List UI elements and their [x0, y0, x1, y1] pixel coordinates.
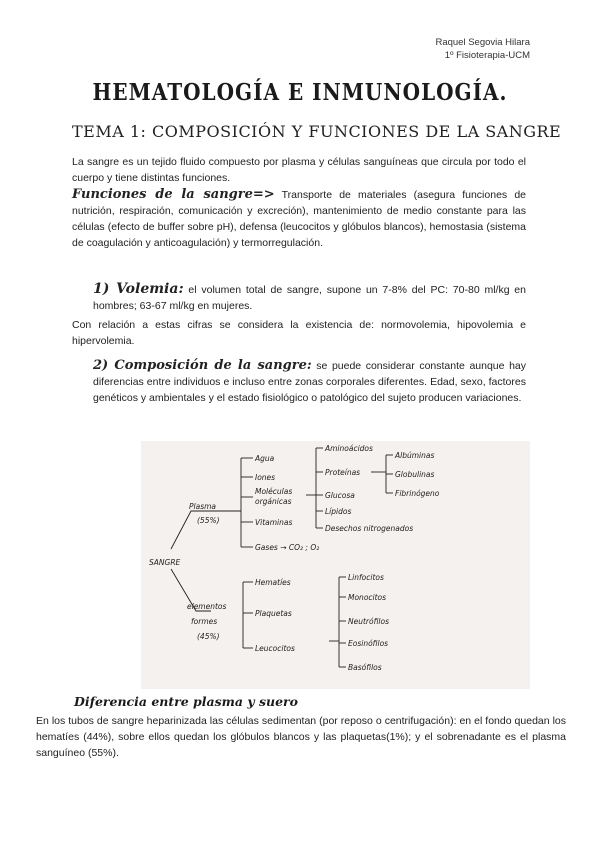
diagram-desechos: Desechos nitrogenados [325, 524, 414, 533]
diagram-moleculas: Moléculas [255, 487, 293, 496]
diagram-aminoacidos: Aminoácidos [325, 444, 373, 453]
diagram-root: SANGRE [149, 558, 181, 567]
composicion-paragraph [93, 358, 526, 406]
diagram-proteinas: Proteínas [325, 468, 361, 477]
diagram-plasma: Plasma [189, 502, 217, 511]
diagram-agua: Agua [255, 454, 275, 463]
funciones-paragraph [72, 187, 526, 251]
page-title: HEMATOLOGÍA E INMUNOLOGÍA. [92, 78, 508, 106]
diagram-iones: Iones [255, 473, 276, 482]
diagram-vitaminas: Vitaminas [255, 518, 293, 527]
diferencia-paragraph: En los tubos de sangre heparinizada las células sedimentan (por reposo o centrifugación): en el fondo quedan los hematíes (44%), sobre ellos quedan los glóbulos blancos y las plaquetas(1%); y el sobrenadante es el plasma sanguíneo (55%). [36, 715, 566, 759]
diagram-elementos: elementos [187, 602, 227, 611]
volemia-text: el volumen total de sangre, supone un 7-8% del PC: 70-80 ml/kg en hombres; 63-67 ml/kg en mujeres. [93, 284, 526, 312]
volemia-paragraph-2: Con relación a estas cifras se considera la existencia de: normovolemia, hipovolemia e hipervolemia. [72, 319, 526, 347]
diagram-glucosa: Glucosa [325, 491, 355, 500]
diagram-albuminas: Albúminas [395, 451, 435, 460]
diagram-globulinas: Globulinas [395, 470, 435, 479]
diagram-lipidos: Lípidos [325, 507, 352, 516]
diagram-hematies: Hematíes [255, 578, 291, 587]
diagram-formes: formes [191, 617, 218, 626]
author-name: Raquel Segovia Hilara [435, 37, 530, 48]
diagram-basofilos: Basófilos [348, 663, 382, 672]
diagram-fibrinogeno: Fibrinógeno [395, 489, 440, 498]
diagram-elem-pct: (45%) [197, 632, 220, 641]
diagram-neutrofilos: Neutrófilos [348, 617, 390, 626]
author-block [435, 36, 530, 62]
intro-paragraph: La sangre es un tejido fluido compuesto por plasma y células sanguíneas que circula por todo el cuerpo y tiene distintas funciones. [72, 156, 526, 184]
volemia-heading: 1) Volemia: [93, 281, 184, 297]
diagram-organicas: orgánicas [255, 497, 292, 506]
diagram-eosinofilos: Eosinófilos [348, 639, 389, 648]
volemia-paragraph [93, 281, 526, 314]
funciones-text: Transporte de materiales (asegura funciones de nutrición, respiración, comunicación y excreción), mantenimiento de medio constante para las células (efecto de buffer sobre pH), defensa (leucocitos y glóbulos blancos), hemostasia (sistema de coagulación y anticoagulación) y termorregulación. [72, 189, 526, 249]
diagram-monocitos: Monocitos [348, 593, 387, 602]
author-course: 1º Fisioterapia-UCM [444, 50, 530, 61]
blood-composition-diagram [141, 441, 530, 689]
diagram-plasma-pct: (55%) [197, 516, 220, 525]
topic-title: TEMA 1: COMPOSICIÓN Y FUNCIONES DE LA SANGRE [72, 122, 562, 141]
funciones-heading: Funciones de la sangre=> [72, 187, 275, 202]
composicion-text: se puede considerar constante aunque hay diferencias entre individuos e incluso entre zonas corporales diferentes. Edad, sexo, factores genéticos y ambientales y el estado fisiológico o patológico del sujeto producen variaciones. [93, 360, 526, 404]
diferencia-heading: Diferencia entre plasma y suero [74, 694, 298, 709]
diagram-leucocitos: Leucocitos [255, 644, 295, 653]
diagram-linfocitos: Linfocitos [348, 573, 384, 582]
diagram-svg [141, 441, 530, 689]
diagram-gases: Gases → CO₂ ; O₂ [255, 543, 320, 552]
diagram-plaquetas: Plaquetas [255, 609, 292, 618]
composicion-heading: 2) Composición de la sangre: [93, 358, 312, 373]
